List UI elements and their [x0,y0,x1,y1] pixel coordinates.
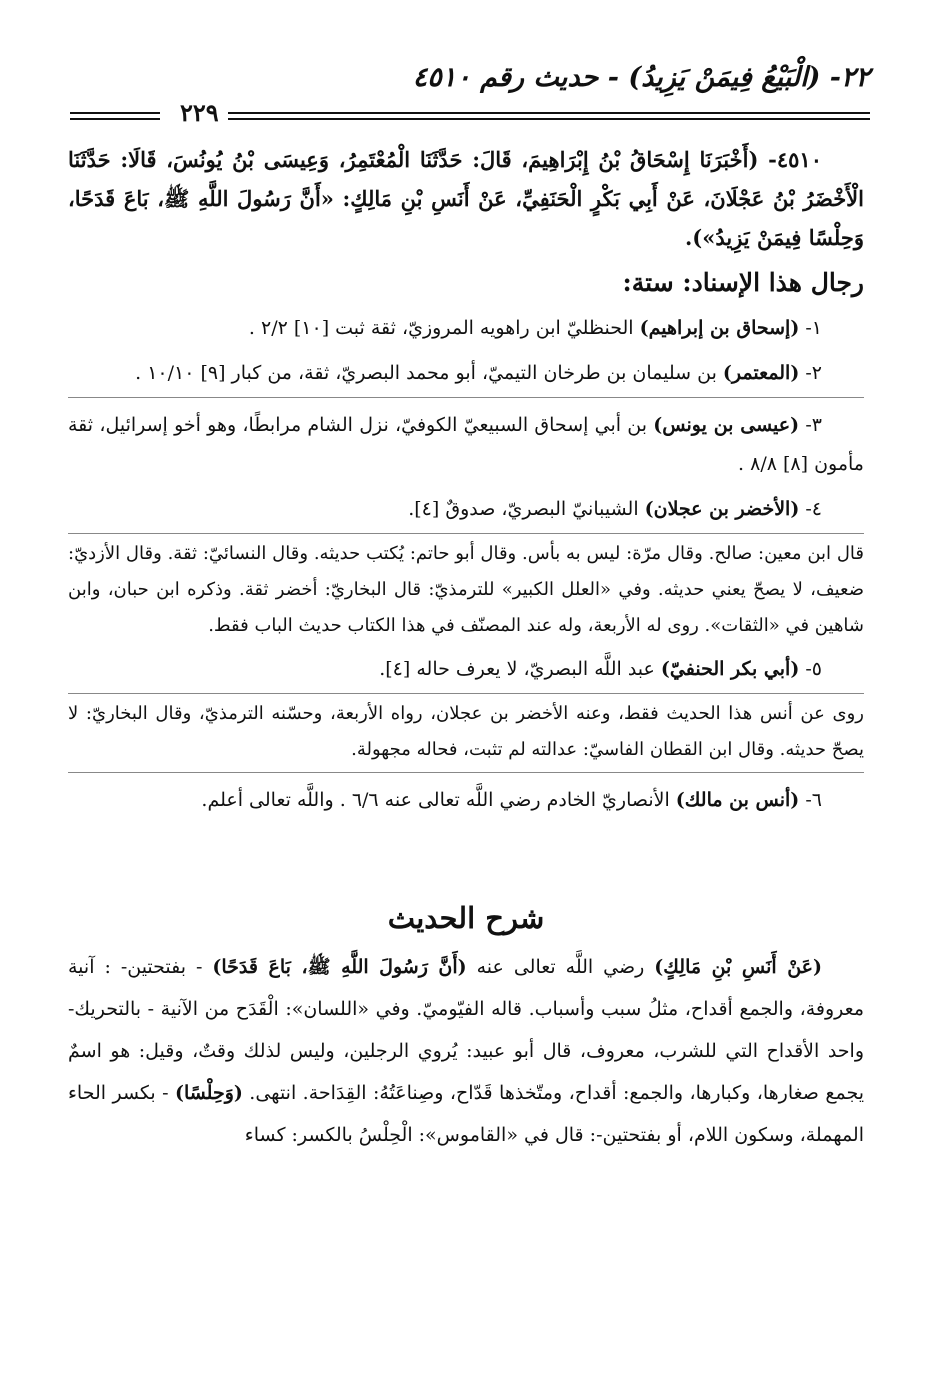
narrator-number: ٥- [799,658,822,680]
narrator-name: (عيسى بن يونس) [653,414,800,436]
narrator-5 [68,644,864,689]
narrator-5-note: روى عن أنس هذا الحديث فقط، وعنه الأخضر بن عجلان، رواه الأربعة، وحسّنه الترمذيّ، وقال البخاريّ: لا يصحّ حديثه. وقال ابن القطان الفاسيّ: عدالته لم تثبت، فحاله مجهولة. [68,703,864,760]
narrator-number: ٣- [799,414,823,436]
narrator-details: الشيبانيّ البصريّ، صدوقٌ [٤]. [408,498,645,520]
narrator-details: عبد اللَّه البصريّ، لا يعرف حاله [٤]. [379,658,661,680]
narrator-number: ٤- [799,498,822,520]
narrator-details: الأنصاريّ الخادم رضي اللَّه تعالى عنه ٦/٦ . واللَّه تعالى أعلم. [201,789,676,811]
sharh-quote: (وَحِلْسًا) [174,1082,243,1104]
sharh-text [68,946,864,1156]
narrator-6 [68,775,864,820]
page-header [70,62,870,128]
narrator-2 [68,348,864,393]
sharh-title: شرح الحديث [387,901,545,935]
narrator-number: ٢- [799,362,822,384]
isnad-title: رجال هذا الإسناد: ستة: [622,268,864,297]
hadith-text: ٤٥١٠- (أَخْبَرَنَا إِسْحَاقُ بْنُ إِبْرَاهِيمَ، قَالَ: حَدَّثَنَا الْمُعْتَمِرُ، وَعِيسَى بْنُ يُونُسَ، قَالَا: حَدَّثَنَا الْأَخْضَرُ بْنُ عَجْلَانَ، عَنْ أَبِي بَكْرٍ الْحَنَفِيِّ، عَنْ أَنَسِ بْنِ مَالِكٍ: «أَنَّ رَسُولَ اللَّهِ ﷺ، بَاعَ قَدَحًا، وَحِلْسًا فِيمَنْ يَزِيدُ»). [68,147,864,250]
sharh-quote: (عَنْ أَنَسِ بْنِ مَالِكٍ) [654,956,822,978]
narrator-name: (أنس بن مالك) [675,789,800,811]
narrator-1 [68,303,864,348]
narrator-name: (المعتمر) [722,362,800,384]
narrator-name: (أبي بكر الحنفيّ) [660,658,800,680]
sharh-commentary: رضي اللَّه تعالى عنه [466,956,655,978]
narrator-details: بن سليمان بن طرخان التيميّ، أبو محمد البصريّ، ثقة، من كبار [٩] ١٠/١٠ . [135,362,723,384]
narrator-details: الحنظليّ ابن راهويه المروزيّ، ثقة ثبت [١٠] ٢/٢ . [248,317,640,339]
header-rule [228,112,870,120]
divider [68,397,864,398]
page-content [68,140,864,1156]
narrator-details: بن أبي إسحاق السبيعيّ الكوفيّ، نزل الشام مرابطًا، وهو أخو إسرائيل، ثقة مأمون [٨] ٨/٨ . [68,414,864,475]
sharh-quote: (أَنَّ رَسُولَ اللَّهِ ﷺ، بَاعَ قَدَحًا) [212,956,467,978]
sharh-commentary: - بفتحتين- : آنية معروفة، والجمع أقداح، مثلُ سبب وأسباب. قاله الفيّوميّ. وفي «اللسان»: الْقَدَح من الآنية - بالتحريك- واحد الأقداح التي للشرب، معروف، قال أبو عبيد: يُروي الرجلين، وليس لذلك وقتٌ، وقيل: هو اسمٌ يجمع صغارها، وكبارها، والجمع: أقداح، ومتّخذها قَدّاح، وصِناعَتُهُ: القِدَاحة. انتهى. [68,956,864,1104]
sharh-commentary: - بكسر الحاء المهملة، وسكون اللام، أو بفتحتين-: قال في «القاموس»: الْحِلْسُ بالكسر: كساء [68,1082,864,1146]
narrator-3 [68,400,864,484]
header-rule-left [70,112,160,120]
narrator-4 [68,484,864,529]
narrator-number: ٦- [799,789,822,811]
narrator-name: (إسحاق بن إبراهيم) [639,317,800,339]
running-title: ٢٢- (الْبَيْعُ فِيمَنْ يَزِيدُ) - حديث رقم ٤٥١٠ [412,62,870,93]
divider [68,693,864,694]
divider [68,772,864,773]
divider [68,533,864,534]
page-number: ٢٢٩ [180,98,219,127]
narrator-4-note: قال ابن معين: صالح. وقال مرّة: ليس به بأس. وقال أبو حاتم: يُكتب حديثه. وقال النسائيّ: ثقة. وقال الأزديّ: ضعيف، لا يصحّ يعني حديثه. وفي «العلل الكبير» للترمذيّ: قال البخاريّ: أخضر ثقة. وذكره ابن حبان، وابن شاهين في «الثقات». روى له الأربعة، وله عند المصنّف في هذا الكتاب حديث الباب فقط. [68,543,864,636]
narrator-name: (الأخضر بن عجلان) [644,498,800,520]
narrator-number: ١- [799,317,822,339]
